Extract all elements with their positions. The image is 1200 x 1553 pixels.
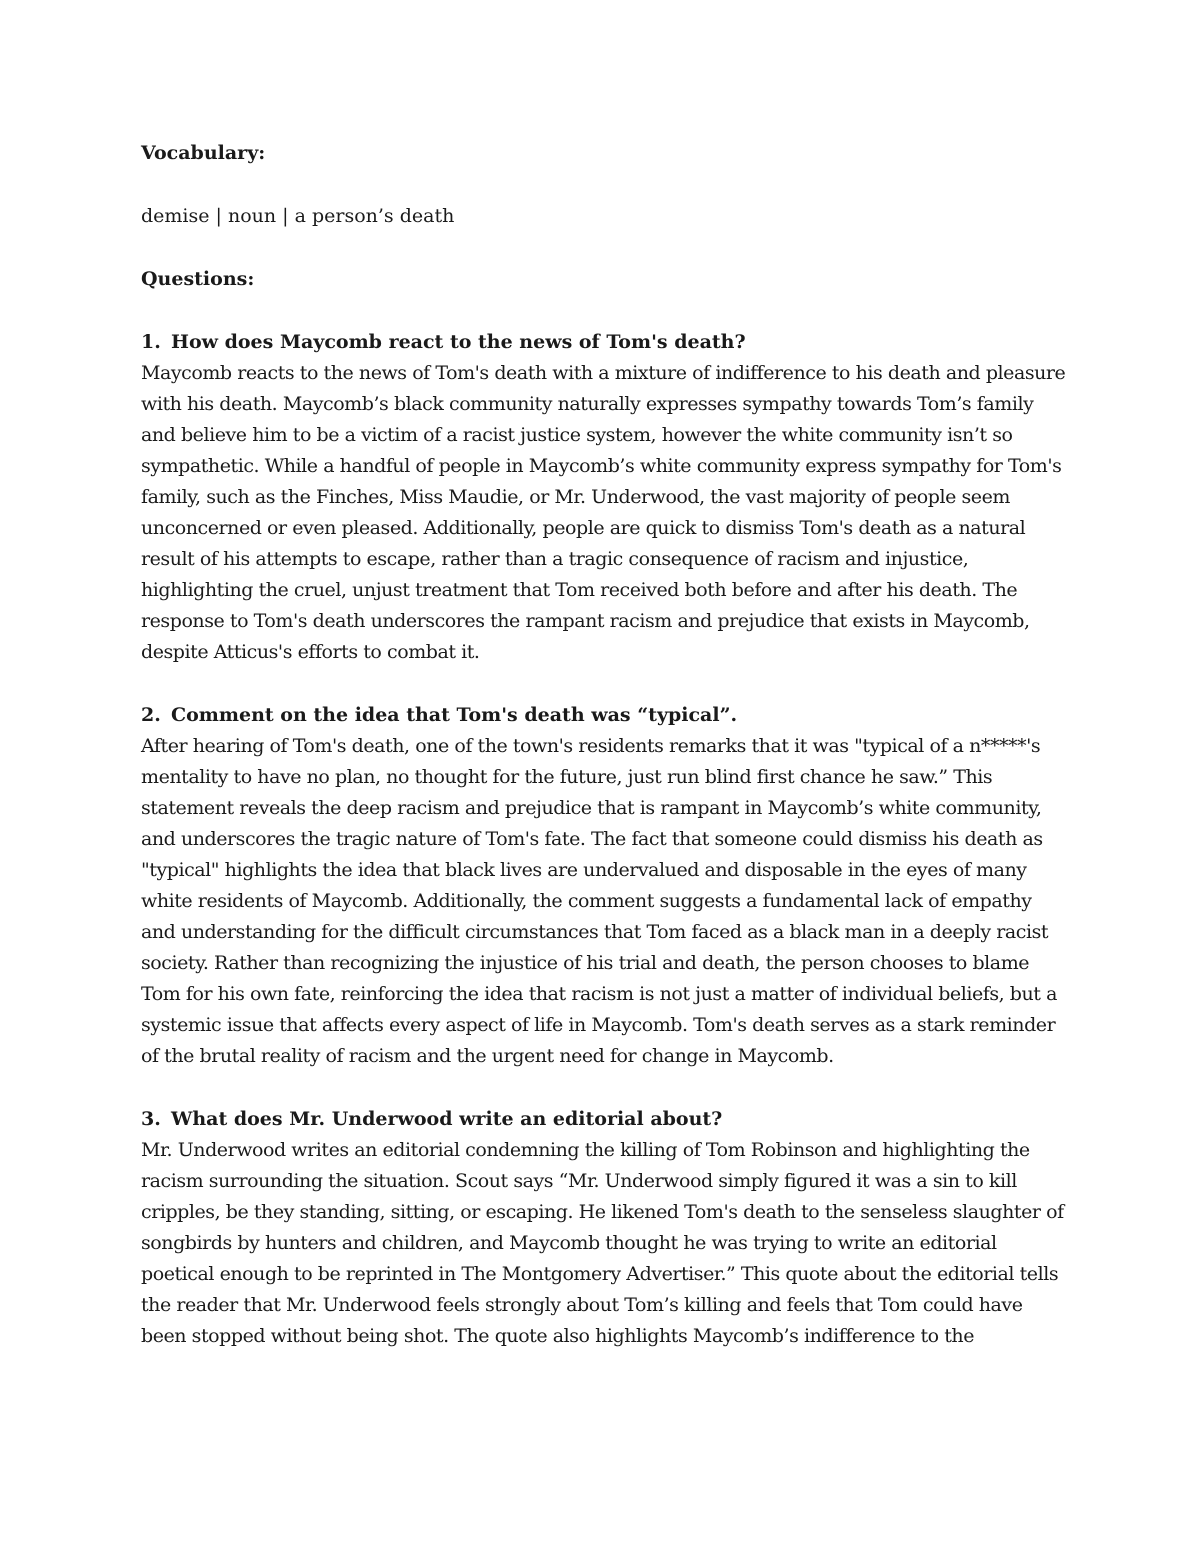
question-answer: Mr. Underwood writes an editorial condemning the killing of Tom Robinson and highlighting the racism surrounding the situation. Scout says “Mr. Underwood simply figured it was a sin to kill cripples, be they standing, sitting, or escaping. He likened Tom's death to the senseless slaughter of songbirds by hunters and children, and Maycomb thought he was trying to write an editorial poetical enough to be reprinted in The Montgomery Advertiser.” This quote about the editorial tells the reader that Mr. Underwood feels strongly about Tom’s killing and feels that Tom could have been stopped without being shot. The quote also highlights Maycomb’s indifference to the <box>141 1139 1064 1347</box>
question-title <box>141 327 1066 358</box>
question-number: 2. <box>141 704 161 726</box>
question-3 <box>141 1104 1066 1352</box>
vocabulary-heading: Vocabulary: <box>141 142 266 164</box>
vocabulary-entry: demise | noun | a person’s death <box>141 205 455 227</box>
question-title <box>141 1104 1066 1135</box>
question-answer: After hearing of Tom's death, one of the town's residents remarks that it was "typical of a n*****'s mentality to have no plan, no thought for the future, just run blind first chance he saw.” This statement reveals the deep racism and prejudice that is rampant in Maycomb’s white community, and underscores the tragic nature of Tom's fate. The fact that someone could dismiss his death as "typical" highlights the idea that black lives are undervalued and disposable in the eyes of many white residents of Maycomb. Additionally, the comment suggests a fundamental lack of empathy and understanding for the difficult circumstances that Tom faced as a black man in a deeply racist society. Rather than recognizing the injustice of his trial and death, the person chooses to blame Tom for his own fate, reinforcing the idea that racism is not just a matter of individual beliefs, but a systemic issue that affects every aspect of life in Maycomb. Tom's death serves as a stark reminder of the brutal reality of racism and the urgent need for change in Maycomb. <box>141 735 1057 1067</box>
question-number: 1. <box>141 331 161 353</box>
question-1 <box>141 327 1066 668</box>
document-content <box>141 138 1066 1352</box>
question-text: What does Mr. Underwood write an editorial about? <box>171 1108 723 1130</box>
question-text: How does Maycomb react to the news of Tom's death? <box>171 331 746 353</box>
questions-heading: Questions: <box>141 268 255 290</box>
question-answer: Maycomb reacts to the news of Tom's death with a mixture of indifference to his death and pleasure with his death. Maycomb’s black community naturally expresses sympathy towards Tom’s family and believe him to be a victim of a racist justice system, however the white community isn’t so sympathetic. While a handful of people in Maycomb’s white community express sympathy for Tom's family, such as the Finches, Miss Maudie, or Mr. Underwood, the vast majority of people seem unconcerned or even pleased. Additionally, people are quick to dismiss Tom's death as a natural result of his attempts to escape, rather than a tragic consequence of racism and injustice, highlighting the cruel, unjust treatment that Tom received both before and after his death. The response to Tom's death underscores the rampant racism and prejudice that exists in Maycomb, despite Atticus's efforts to combat it. <box>141 362 1066 663</box>
question-2 <box>141 700 1066 1072</box>
question-text: Comment on the idea that Tom's death was “typical”. <box>171 704 738 726</box>
question-number: 3. <box>141 1108 161 1130</box>
question-title <box>141 700 1066 731</box>
